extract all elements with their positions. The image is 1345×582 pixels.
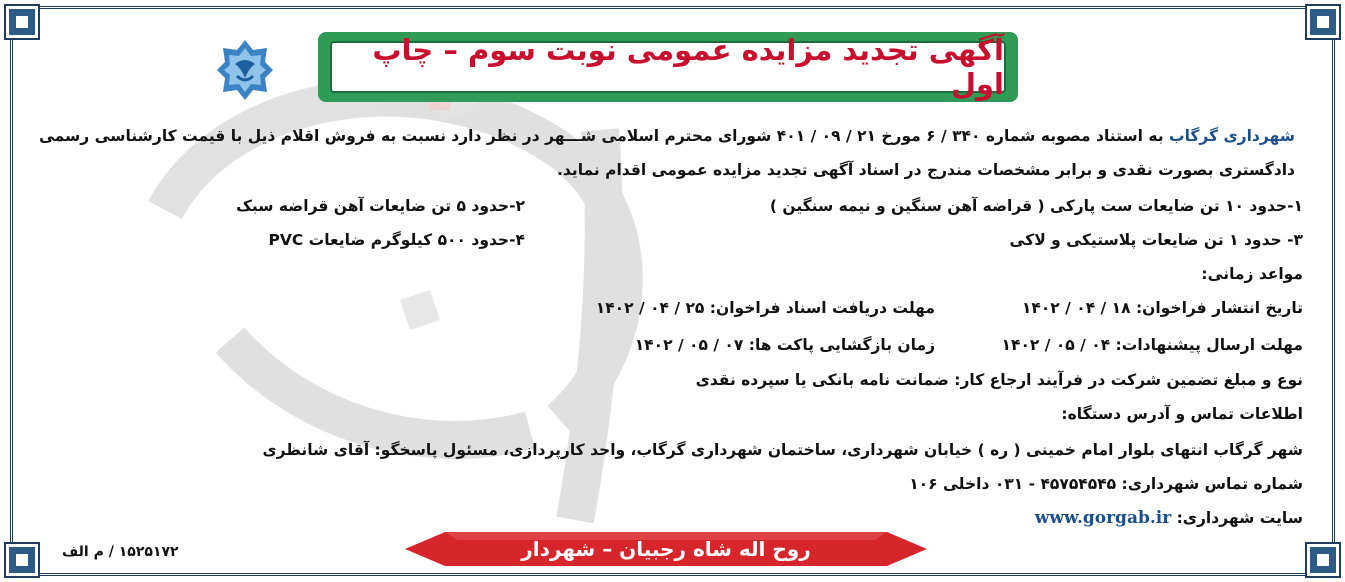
corner-ornament xyxy=(1307,544,1339,576)
municipality-name: شهرداری گرگاب xyxy=(1169,127,1295,145)
title-box xyxy=(330,33,1006,101)
website-link[interactable]: www.gorgab.ir xyxy=(1034,508,1172,528)
corner-ornament xyxy=(6,544,38,576)
publish-date: تاریخ انتشار فراخوان: ۱۸ / ۰۴ / ۱۴۰۲ xyxy=(1021,299,1303,317)
docs-deadline: مهلت دریافت اسناد فراخوان: ۲۵ / ۰۴ / ۱۴۰۲ xyxy=(595,299,935,317)
intro-text: به استناد مصوبه شماره ۳۴۰ / ۶ مورخ ۲۱ / ۰۹ / ۴۰۱ شورای محترم اسلامی شـــهر در نظر دارد نسبت به فروش اقلام ذیل با قیمت کارشناسی رسمی xyxy=(38,127,1170,145)
contact-address: شهر گرگاب انتهای بلوار امام خمینی ( ره ) خیابان شهرداری، ساختمان شهرداری گرگاب، واحد کارپردازی، مسئول پاسخگو: آقای شانظری xyxy=(262,441,1303,459)
item-2: ۲-حدود ۵ تن ضایعات آهن قراضه سبک xyxy=(236,197,525,215)
schedule-heading: مواعد زمانی: xyxy=(1201,265,1303,283)
opening-date: زمان بازگشایی پاکت ها: ۰۷ / ۰۵ / ۱۴۰۲ xyxy=(634,336,935,354)
guarantee-line: نوع و مبلغ تضمین شرکت در فرآیند ارجاع کار: ضمانت نامه بانکی یا سپرده نقدی xyxy=(695,371,1303,389)
corner-ornament xyxy=(6,6,38,38)
intro-line-2: دادگستری بصورت نقدی و برابر مشخصات مندرج در اسناد آگهی تجدید مزایده عمومی اقدام نماید. xyxy=(557,161,1295,179)
title-banner xyxy=(318,32,1018,102)
corner-ornament xyxy=(1307,6,1339,38)
item-1: ۱-حدود ۱۰ تن ضایعات ست پارکی ( قراضه آهن سنگین و نیمه سنگین ) xyxy=(769,197,1303,215)
website-line xyxy=(1035,506,1303,530)
reference-number: ۱۵۲۵۱۷۲ / م الف xyxy=(62,544,179,560)
page-title: آگهی تجدید مزایده عمومی نوبت سوم – چاپ اول xyxy=(372,33,1004,101)
contact-heading: اطلاعات تماس و آدرس دستگاه: xyxy=(1061,405,1303,423)
intro-line-1 xyxy=(39,124,1295,148)
signature-ribbon xyxy=(405,528,927,570)
municipality-emblem-icon xyxy=(215,38,275,102)
contact-phone: شماره تماس شهرداری: ۴۵۷۵۴۵۴۵ - ۰۳۱ داخلی ۱۰۶ xyxy=(909,475,1303,493)
mayor-signature: روح اله شاه رجبیان – شهردار xyxy=(521,537,811,561)
item-3: ۳- حدود ۱ تن ضایعات پلاستیکی و لاکی xyxy=(1009,231,1303,249)
item-4: ۴-حدود ۵۰۰ کیلوگرم ضایعات PVC xyxy=(268,231,525,249)
website-label: سایت شهرداری: xyxy=(1176,509,1303,527)
submit-deadline: مهلت ارسال پیشنهادات: ۰۴ / ۰۵ / ۱۴۰۲ xyxy=(1001,336,1303,354)
